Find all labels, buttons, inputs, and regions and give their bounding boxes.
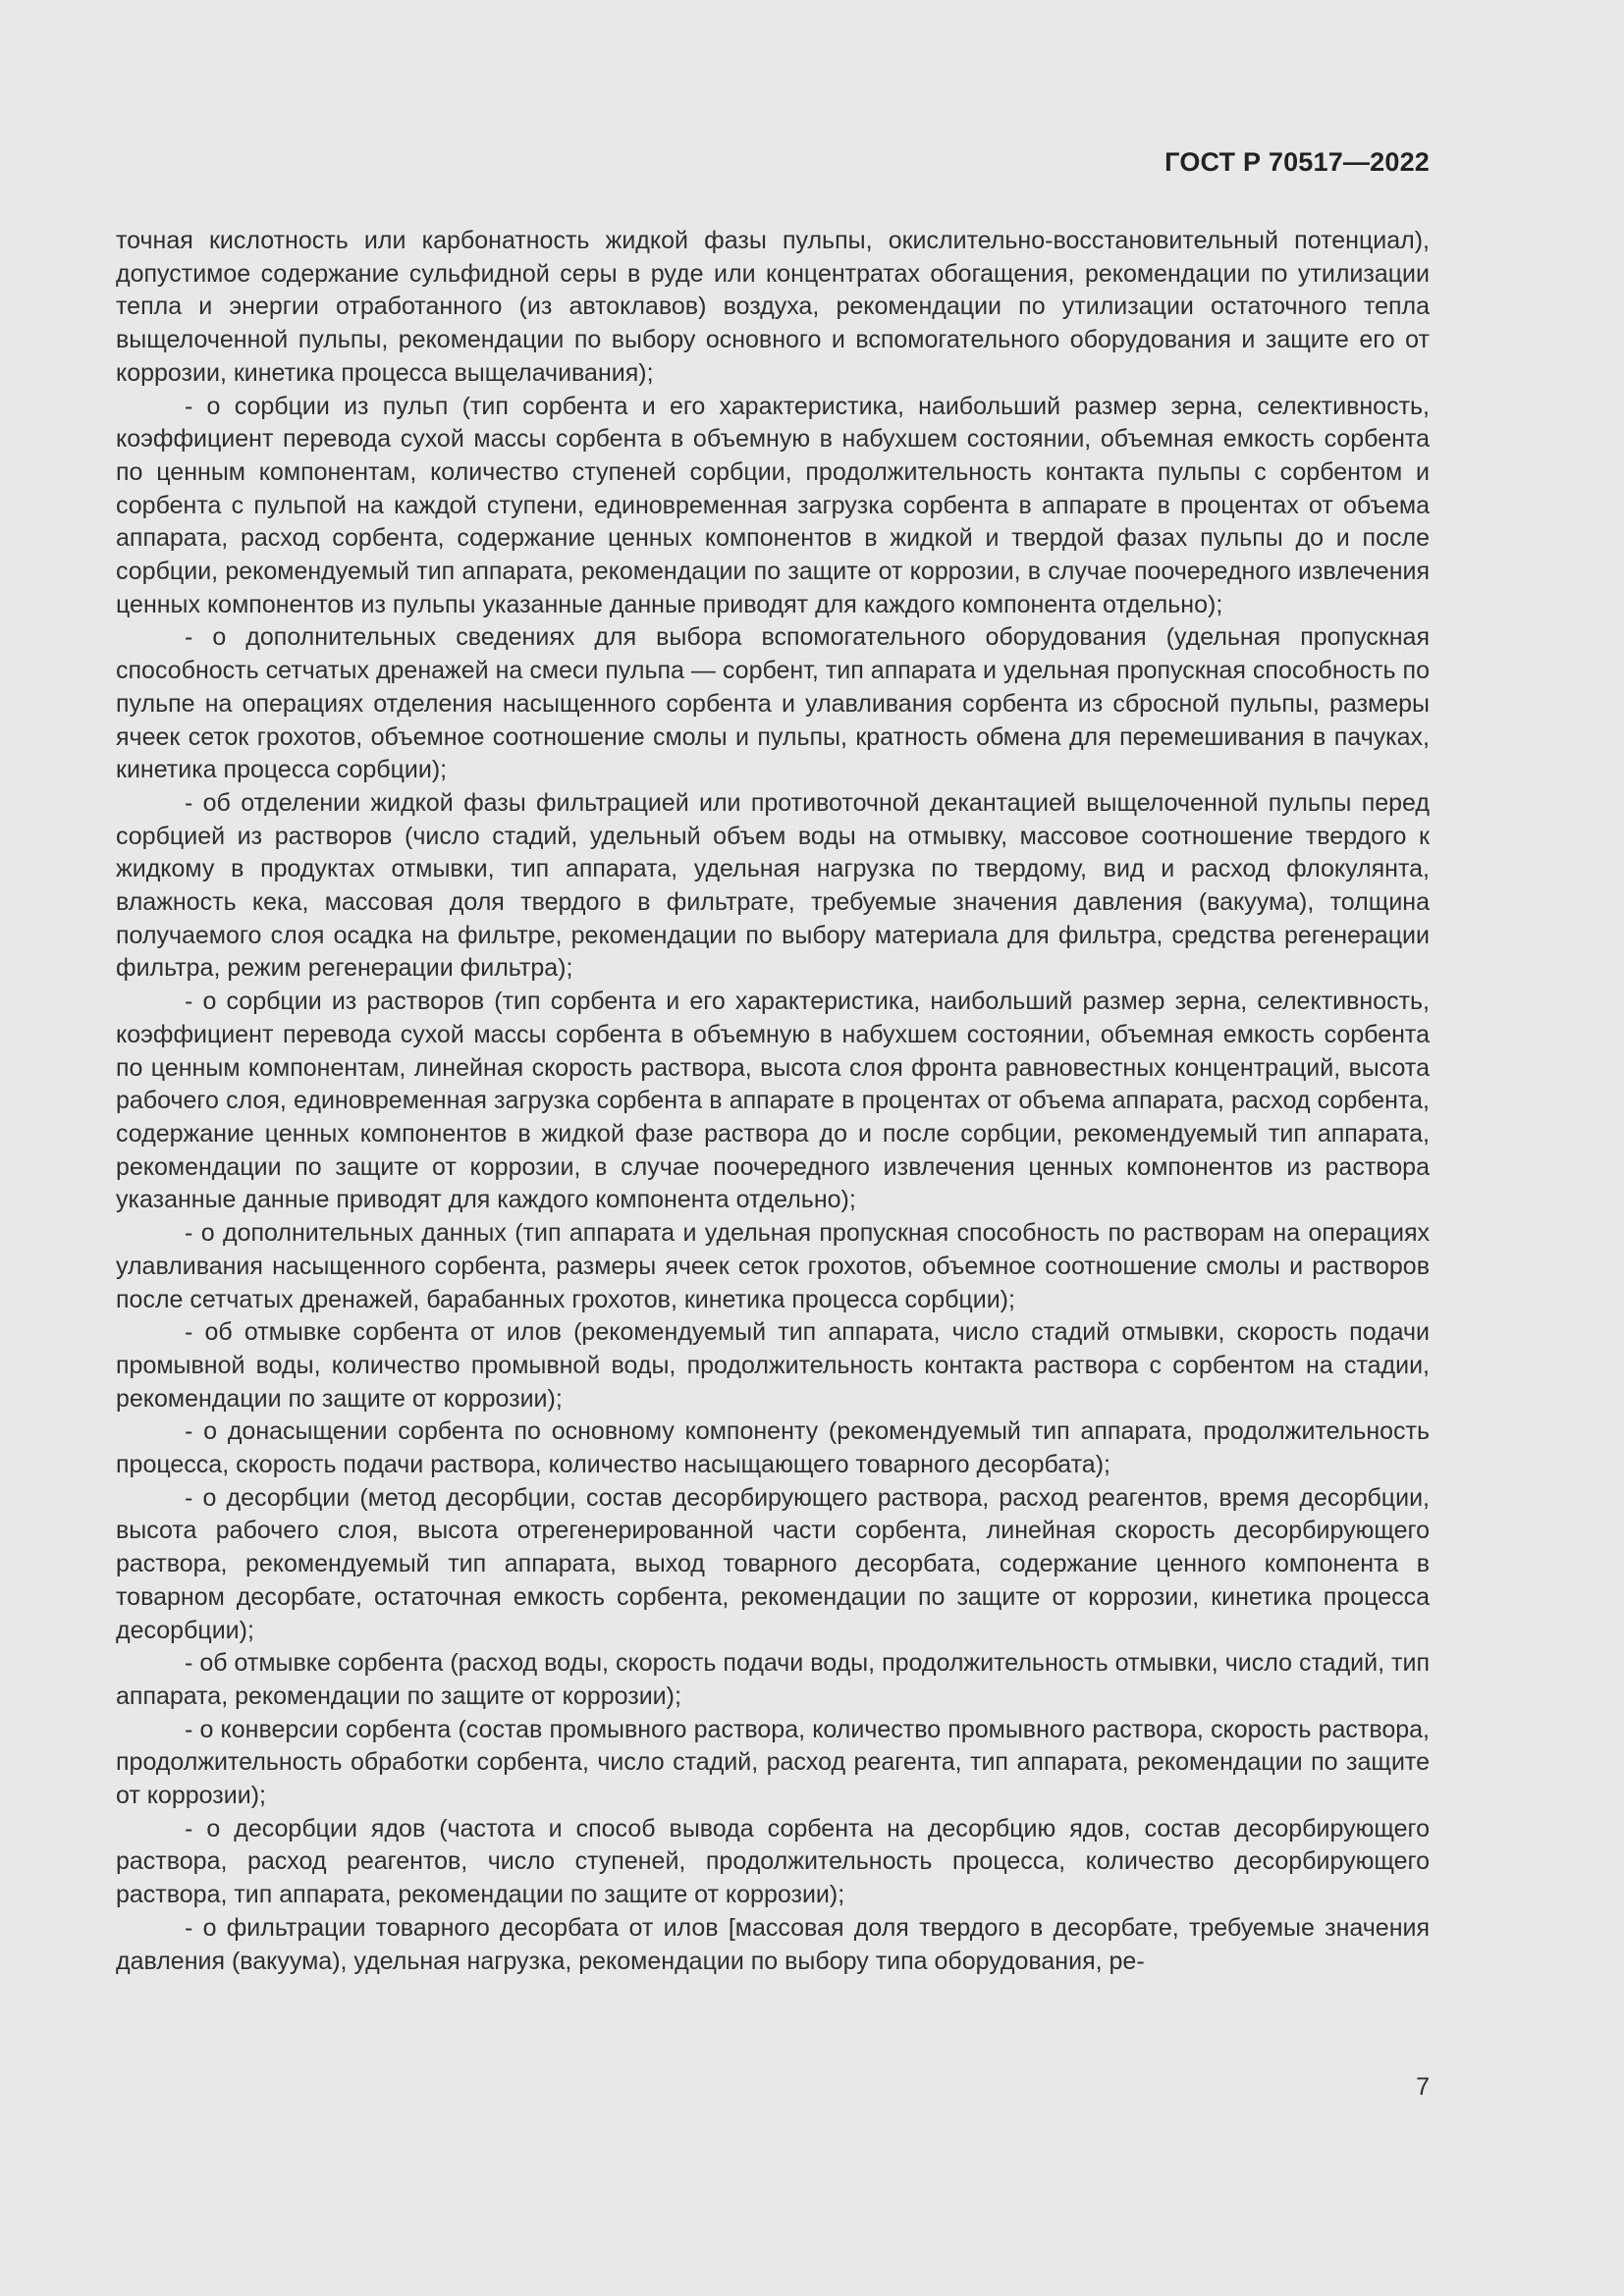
- list-item-saturation: - о донасыщении сорбента по основному компоненту (рекомендуемый тип аппарата, продолжительность процесса, скорость подачи раствора, количество насыщающего товарного десорбата);: [116, 1417, 1430, 1479]
- list-item-liquid-phase-separation: - об отделении жидкой фазы фильтрацией или противоточной декантацией выщелоченной пульпы перед сорбцией из растворов (число стадий, удельный объем воды на отмывку, массовое соотношение твердого к жидкому в продуктах отмывки, тип аппарата, удельная нагрузка по твердому, вид и расход флокулянта, влажность кека, массовая доля твердого в фильтрате, требуемые значения давления (вакуума), толщина получаемого слоя осадка на фильтре, рекомендации по выбору материала для фильтра, средства регенерации фильтра, режим регенерации фильтра);: [116, 788, 1430, 983]
- document-body: [116, 225, 1430, 1978]
- list-item-desorption: - о десорбции (метод десорбции, состав десорбирующего раствора, расход реагентов, время десорбции, высота рабочего слоя, высота отрегенерированной части сорбента, линейная скорость десорбирующего раствора, рекомендуемый тип аппарата, выход товарного десорбата, содержание ценного компонента в товарном десорбате, остаточная емкость сорбента, рекомендации по защите от коррозии, кинетика процесса десорбции);: [116, 1483, 1430, 1644]
- list-item-filtration: - о фильтрации товарного десорбата от илов [массовая доля твердого в десорбате, требуемые значения давления (вакуума), удельная нагрузка, рекомендации по выбору типа оборудования, ре-: [116, 1913, 1430, 1975]
- page-number: 7: [1416, 2073, 1430, 2101]
- paragraph-continuation: точная кислотность или карбонатность жидкой фазы пульпы, окислительно-восстановительный потенциал), допустимое содержание сульфидной серы в руде или концентратах обогащения, рекомендации по утилизации тепла и энергии отработанного (из автоклавов) воздуха, рекомендации по утилизации остаточного тепла выщелоченной пульпы, рекомендации по выбору основного и вспомогательного оборудования и защите его от коррозии, кинетика процесса выщелачивания);: [116, 227, 1430, 387]
- list-item-sorption-solutions: - о сорбции из растворов (тип сорбента и его характеристика, наибольший размер зерна, селективность, коэффициент перевода сухой массы сорбента в объемную в набухшем состоянии, объемная емкость сорбента по ценным компонентам, линейная скорость раствора, высота слоя фронта равновестных концентраций, высота рабочего слоя, единовременная загрузка сорбента в аппарате в процентах от объема аппарата, расход сорбента, содержание ценных компонентов в жидкой фазе раствора до и после сорбции, рекомендуемый тип аппарата, рекомендации по защите от коррозии, в случае поочередного извлечения ценных компонентов из раствора указанные данные приводят для каждого компонента отдельно);: [116, 988, 1430, 1214]
- list-item-sorbent-washing: - об отмывке сорбента (расход воды, скорость подачи воды, продолжительность отмывки, число стадий, тип аппарата, рекомендации по защите от коррозии);: [116, 1649, 1430, 1710]
- list-item-conversion: - о конверсии сорбента (состав промывного раствора, количество промывного раствора, скорость раствора, продолжительность обработки сорбента, число стадий, расход реагента, тип аппарата, рекомендации по защите от коррозии);: [116, 1715, 1430, 1810]
- list-item-poison-desorption: - о десорбции ядов (частота и способ вывода сорбента на десорбцию ядов, состав десорбирующего раствора, расход реагентов, число ступеней, продолжительность процесса, количество десорбирующего раствора, тип аппарата, рекомендации по защите от коррозии);: [116, 1814, 1430, 1909]
- standard-header: ГОСТ Р 70517—2022: [1164, 147, 1430, 177]
- list-item-auxiliary-equipment: - о дополнительных сведениях для выбора вспомогательного оборудования (удельная пропускная способность сетчатых дренажей на смеси пульпа — сорбент, тип аппарата и удельная пропускная способность по пульпе на операциях отделения насыщенного сорбента и улавливания сорбента из сбросной пульпы, размеры ячеек сеток грохотов, объемное соотношение смолы и пульпы, кратность обмена для перемешивания в пачуках, кинетика процесса сорбции);: [116, 623, 1430, 784]
- list-item-sorbent-washing-silt: - об отмывке сорбента от илов (рекомендуемый тип аппарата, число стадий отмывки, скорость подачи промывной воды, количество промывной воды, продолжительность контакта раствора с сорбентом на стадии, рекомендации по защите от коррозии);: [116, 1318, 1430, 1413]
- list-item-additional-data: - о дополнительных данных (тип аппарата и удельная пропускная способность по растворам на операциях улавливания насыщенного сорбента, размеры ячеек сеток грохотов, объемное соотношение смолы и растворов после сетчатых дренажей, барабанных грохотов, кинетика процесса сорбции);: [116, 1219, 1430, 1313]
- list-item-sorption-pulp: - о сорбции из пульп (тип сорбента и его характеристика, наибольший размер зерна, селективность, коэффициент перевода сухой массы сорбента в объемную в набухшем состоянии, объемная емкость сорбента по ценным компонентам, количество ступеней сорбции, продолжительность контакта пульпы с сорбентом и сорбента с пульпой на каждой ступени, единовременная загрузка сорбента в аппарате в процентах от объема аппарата, расход сорбента, содержание ценных компонентов в жидкой и твердой фазах пульпы до и после сорбции, рекомендуемый тип аппарата, рекомендации по защите от коррозии, в случае поочередного извлечения ценных компонентов из пульпы указанные данные приводят для каждого компонента отдельно);: [116, 392, 1430, 618]
